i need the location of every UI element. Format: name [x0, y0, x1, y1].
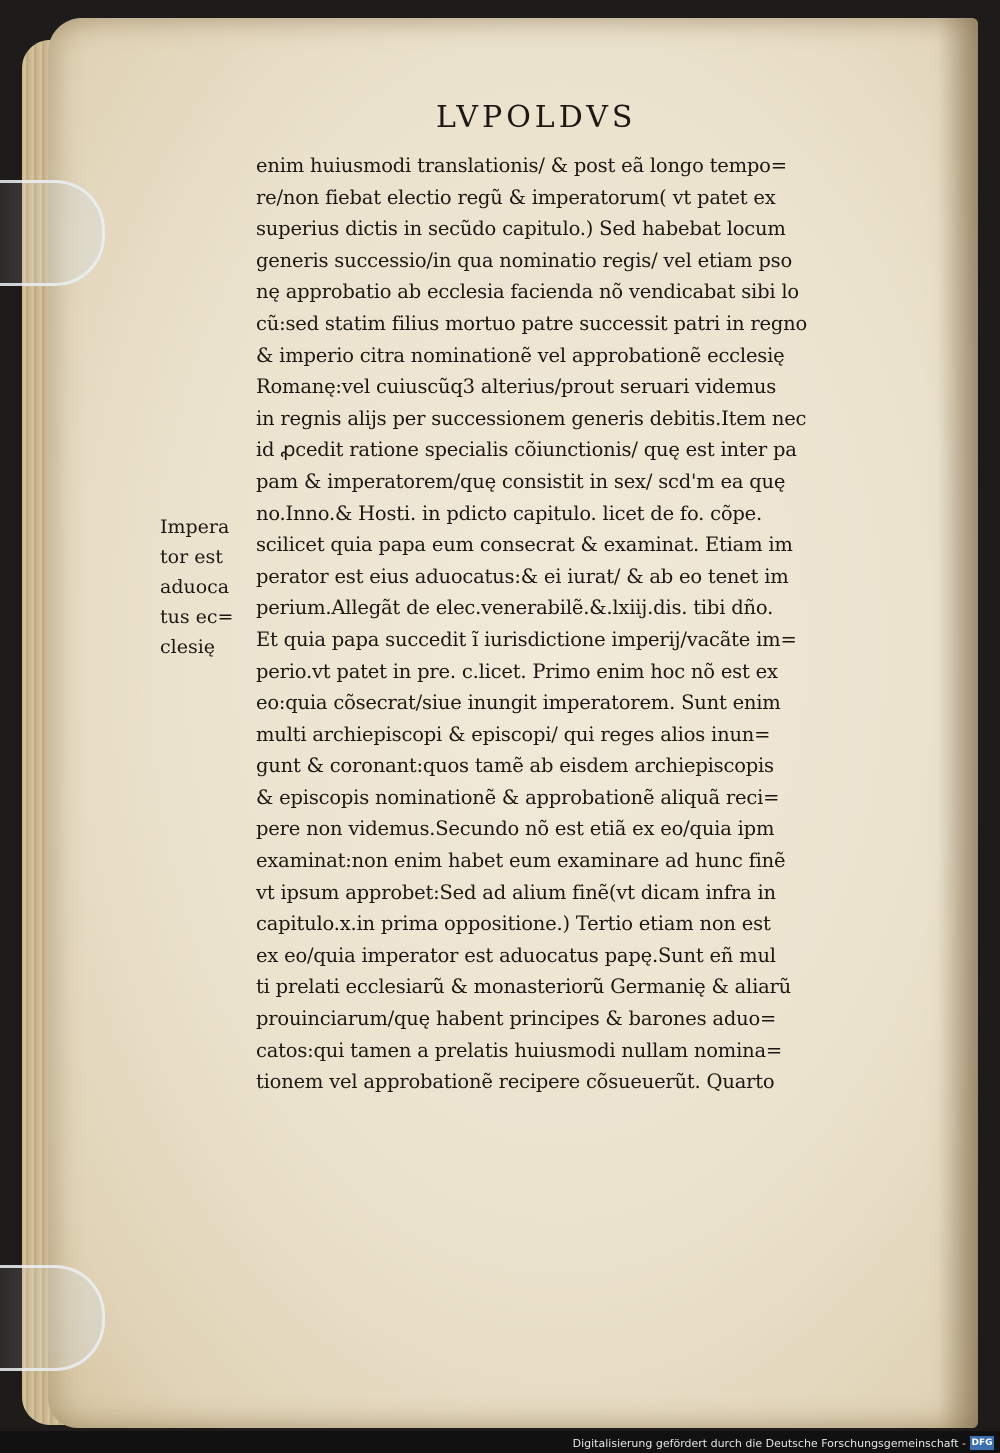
marginal-note-line: tus ec=	[160, 606, 234, 628]
digitization-footer	[0, 1431, 1000, 1453]
marginal-note-line: Impera	[160, 516, 230, 538]
text-line: gunt & coronant:quos tamẽ ab eisdem archiepiscopis	[256, 754, 774, 778]
text-line: cũ:sed statim filius mortuo patre successit patri in regno	[256, 311, 808, 335]
page-gutter	[938, 18, 978, 1428]
running-head: LVPOLDVS	[436, 100, 637, 135]
text-line: multi archiepiscopi & episcopi/ qui reges alios inun=	[256, 722, 771, 746]
text-line: pam & imperatorem/quę consistit in sex/ scd'm ea quę	[256, 469, 786, 493]
marginal-note-line: clesię	[160, 636, 216, 658]
dfg-logo-icon: DFG	[971, 1438, 993, 1448]
text-line: Et quia papa succedit ĩ iurisdictione imperij/vacãte im=	[256, 627, 797, 651]
text-line: ex eo/quia imperator est aduocatus papę.Sunt eñ mul	[256, 943, 776, 967]
funding-credit: Digitalisierung gefördert durch die Deutsche Forschungsgemeinschaft -	[572, 1437, 966, 1450]
text-line: tionem vel approbationẽ recipere cõsueuerũt. Quarto	[256, 1070, 775, 1094]
marginal-note	[160, 512, 252, 662]
text-line: prouinciarum/quę habent principes & barones aduo=	[256, 1007, 777, 1031]
text-line: & imperio citra nominationẽ vel approbationẽ ecclesię	[256, 343, 785, 367]
text-line: superius dictis in secũdo capitulo.) Sed habebat locum	[256, 217, 786, 241]
text-line: perium.Allegãt de elec.venerabilẽ.&.lxiij.dis. tibi dño.	[256, 596, 774, 620]
text-line: catos:qui tamen a prelatis huiusmodi nullam nomina=	[256, 1038, 783, 1062]
page-clip-top	[0, 180, 105, 286]
marginal-note-line: tor est	[160, 546, 223, 568]
text-line: scilicet quia papa eum consecrat & examinat. Etiam im	[256, 533, 793, 557]
text-line: pere non videmus.Secundo nõ est etiã ex eo/quia ipm	[256, 817, 775, 841]
text-line: ti prelati ecclesiarũ & monasteriorũ Germanię & aliarũ	[256, 975, 792, 999]
text-line: examinat:non enim habet eum examinare ad hunc finẽ	[256, 849, 786, 873]
text-line: capitulo.x.in prima oppositione.) Tertio etiam non est	[256, 912, 771, 936]
text-line: Romanę:vel cuiuscũq3 alterius/prout seruari videmus	[256, 375, 777, 399]
text-line: & episcopis nominationẽ & approbationẽ aliquã reci=	[256, 785, 780, 809]
text-line: no.Inno.& Hosti. in pdicto capitulo. licet de fo. cõpe.	[256, 501, 763, 525]
page-clip-bottom	[0, 1265, 105, 1371]
text-line: re/non fiebat electio regũ & imperatorum( vt patet ex	[256, 185, 776, 209]
text-line: perator est eius aduocatus:& ei iurat/ & ab eo tenet im	[256, 564, 789, 588]
main-text-block	[256, 150, 878, 1098]
text-line: generis successio/in qua nominatio regis/ vel etiam pso	[256, 248, 792, 272]
text-line: eo:quia cõsecrat/siue inungit imperatorem. Sunt enim	[256, 691, 781, 715]
text-line: enim huiusmodi translationis/ & post eã longo tempo=	[256, 154, 787, 177]
text-line: id ꝓcedit ratione specialis cõiunctionis/ quę est inter pa	[256, 438, 797, 462]
text-line: vt ipsum approbet:Sed ad alium finẽ(vt dicam infra in	[256, 880, 776, 904]
marginal-note-line: aduoca	[160, 576, 230, 598]
text-line: nę approbatio ab ecclesia facienda nõ vendicabat sibi lo	[256, 280, 799, 304]
text-line: in regnis alijs per successionem generis debitis.Item nec	[256, 406, 807, 430]
text-line: perio.vt patet in pre. c.licet. Primo enim hoc nõ est ex	[256, 659, 778, 683]
